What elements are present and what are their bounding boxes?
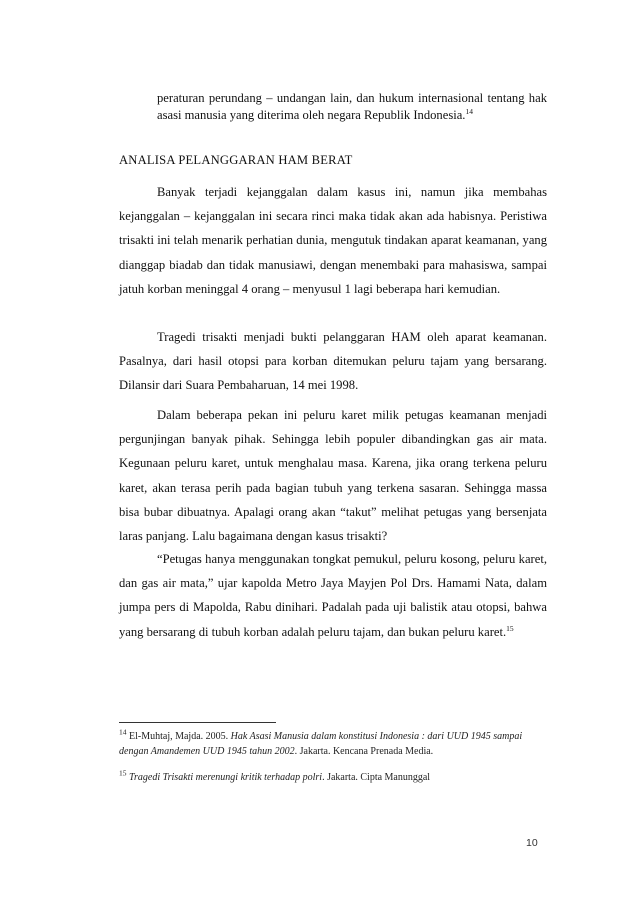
paragraph-1 — [119, 180, 547, 301]
paragraph-2 — [119, 325, 547, 398]
footnote-publisher: . Jakarta. Cipta Manunggal — [322, 772, 431, 783]
footnote-14 — [119, 729, 549, 759]
footnote-author: El-Muhtaj, Majda. 2005. — [129, 731, 231, 742]
paragraph-text: Tragedi trisakti menjadi bukti pelanggaran HAM oleh aparat keamanan. Pasalnya, dari hasil otopsi para korban ditemukan peluru tajam yang bersarang. Dilansir dari Suara Pembaharuan, 14 mei 1998. — [119, 330, 547, 393]
footnote-number: 15 — [119, 768, 127, 778]
footnote-title: Tragedi Trisakti merenungi kritik terhadap polri — [129, 772, 323, 783]
paragraph-4 — [119, 547, 547, 644]
footnote-publisher: . Jakarta. Kencana Prenada Media. — [294, 746, 434, 757]
footnote-ref-14[interactable]: 14 — [465, 106, 473, 116]
paragraph-text: “Petugas hanya menggunakan tongkat pemukul, peluru kosong, peluru karet, dan gas air mata,” ujar kapolda Metro Jaya Mayjen Pol Drs. Hamami Nata, dalam jumpa pers di Mapolda, Rabu dinihari. Padalah pada uji balistik atau otopsi, bahwa yang bersarang di tubuh korban adalah peluru tajam, dan bukan peluru karet. — [119, 552, 547, 639]
footnote-title: Hak Asasi Manusia dalam konstitusi Indonesia : dari UUD 1945 sampai dengan Amandemen UUD 1945 tahun 2002 — [119, 731, 523, 757]
page-number: 10 — [526, 837, 538, 849]
footnote-ref-15[interactable]: 15 — [506, 623, 514, 633]
footnote-15 — [119, 770, 549, 785]
quote-text: peraturan perundang – undangan lain, dan hukum internasional tentang hak asasi manusia yang diterima oleh negara Republik Indonesia. — [157, 91, 547, 122]
continued-quote — [157, 90, 547, 123]
section-heading: ANALISA PELANGGARAN HAM BERAT — [119, 153, 353, 167]
paragraph-3 — [119, 403, 547, 548]
paragraph-text: Banyak terjadi kejanggalan dalam kasus ini, namun jika membahas kejanggalan – kejanggalan ini secara rinci maka tidak akan ada habisnya. Peristiwa trisakti ini telah menarik perhatian dunia, mengutuk tindakan aparat keamanan, yang dianggap biadab dan tidak manusiawi, dengan menembaki para mahasiswa, sampai jatuh korban meninggal 4 orang – menyusul 1 lagi beberapa hari kemudian. — [119, 185, 547, 296]
paragraph-text: Dalam beberapa pekan ini peluru karet milik petugas keamanan menjadi pergunjingan banyak pihak. Sehingga lebih populer dibandingkan gas air mata. Kegunaan peluru karet, untuk menghalau masa. Karena, jika orang terkena peluru karet, akan terasa perih pada bagian tubuh yang terkena sasaran. Sehingga massa bisa bubar dibuatnya. Apalagi orang akan “takut” melihat petugas yang bersenjata laras panjang. Lalu bagaimana dengan kasus trisakti? — [119, 408, 547, 544]
footnote-number: 14 — [119, 727, 127, 737]
footnote-divider — [119, 722, 276, 723]
